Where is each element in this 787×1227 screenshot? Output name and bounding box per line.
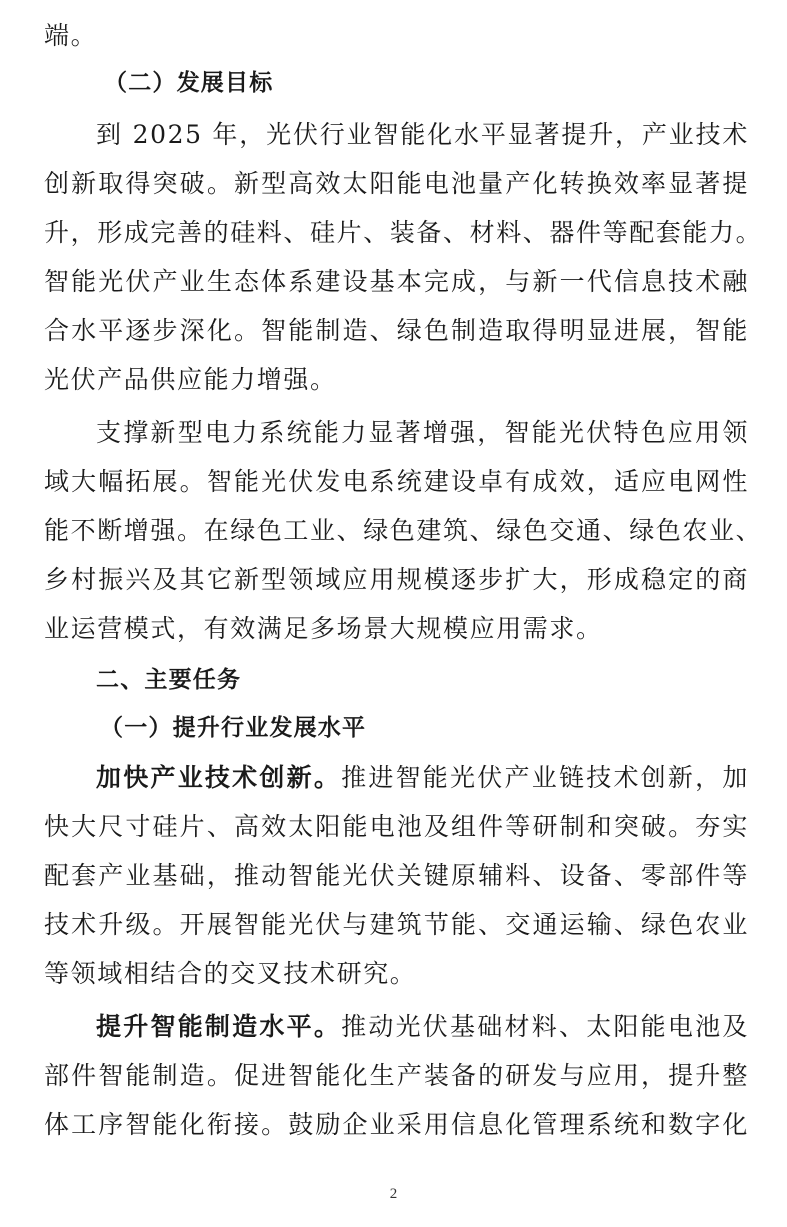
text-span: 推进智能光伏产业链技术创新，加 [341,763,749,792]
chapter-heading: 二、主要任务 [96,667,242,693]
paragraph-first-line [96,1007,749,1047]
text-line: 部件智能制造。促进智能化生产装备的研发与应用，提升整 [44,1061,749,1090]
text-span: 推动光伏基础材料、太阳能电池及 [341,1012,749,1041]
paragraph-lead: 加快产业技术创新。 [96,763,342,792]
text-line: 业运营模式，有效满足多场景大规模应用需求。 [44,614,603,643]
text-line: 乡村振兴及其它新型领域应用规模逐步扩大，形成稳定的商 [44,565,749,594]
text-line: 创新取得突破。新型高效太阳能电池量产化转换效率显著提 [44,169,749,198]
text-line: 支撑新型电力系统能力显著增强，智能光伏特色应用领 [96,418,749,447]
text-line: 能不断增强。在绿色工业、绿色建筑、绿色交通、绿色农业、 [44,516,763,545]
paragraph-lead: 提升智能制造水平。 [96,1012,342,1041]
text-line: 光伏产品供应能力增强。 [44,365,337,394]
text-line: 等领域相结合的交叉技术研究。 [44,959,417,988]
page-number: 2 [389,1186,398,1202]
text-line: 到 2025 年，光伏行业智能化水平显著提升，产业技术 [96,120,749,149]
text-line: 升，形成完善的硅料、硅片、装备、材料、器件等配套能力。 [44,218,763,247]
section-heading: （二）发展目标 [104,70,274,96]
text-line: 合水平逐步深化。智能制造、绿色制造取得明显进展，智能 [44,316,749,345]
text-line: 域大幅拓展。智能光伏发电系统建设卓有成效，适应电网性 [44,467,749,496]
text-line: 端。 [44,21,98,50]
text-line: 技术升级。开展智能光伏与建筑节能、交通运输、绿色农业 [44,910,749,939]
text-line: 快大尺寸硅片、高效太阳能电池及组件等研制和突破。夯实 [44,812,749,841]
text-line: 体工序智能化衔接。鼓励企业采用信息化管理系统和数字化 [44,1110,749,1139]
text-line: 智能光伏产业生态体系建设基本完成，与新一代信息技术融 [44,267,749,296]
text-line: 配套产业基础，推动智能光伏关键原辅料、设备、零部件等 [44,861,749,890]
paragraph-first-line [96,758,749,798]
section-heading: （一）提升行业发展水平 [100,715,367,741]
